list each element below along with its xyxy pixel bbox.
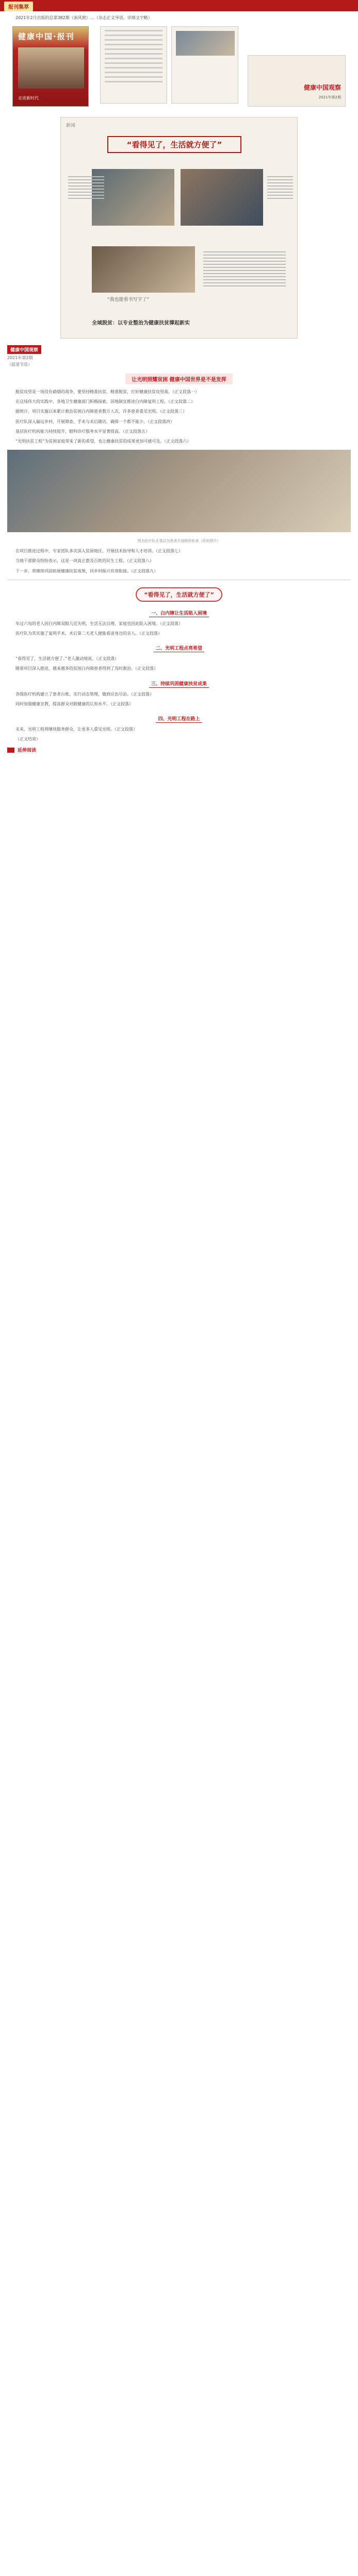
spread-photo <box>176 31 235 56</box>
photo-caption: 图为医疗队在基层为患者开展眼科检查（资料图片） <box>137 539 221 544</box>
section-title: 让光明照耀贫困 健康中国世界是不是发挥 <box>0 374 358 384</box>
source-badge-block <box>0 338 358 367</box>
body-paragraph: 当地干部群众纷纷表示，这是一项真正惠及百姓的民生工程。（正文段落八） <box>15 558 154 564</box>
article-photo <box>7 450 351 532</box>
body-paragraph: 医疗队深入偏远乡村，开展筛查、手术与术后随访，确保一个都不能少。（正文段落四） <box>15 419 174 424</box>
cover-photo <box>18 47 84 89</box>
back-cover-label: 健康中国观察 <box>303 84 341 91</box>
magazine-showcase <box>5 24 353 112</box>
text-column <box>203 249 286 289</box>
text-column <box>267 174 293 201</box>
body-paragraph: 医疗队为其实施了复明手术，术后第二天老人便能看清身边的亲人。（正文段落） <box>15 631 162 636</box>
top-banner <box>0 0 358 11</box>
body-paragraph: 基层医疗机构能力持续提升，眼科诊疗服务水平显著提高。（正文段落五） <box>15 429 150 434</box>
text-column <box>68 174 104 201</box>
sub-heading: 三、持续巩固健康扶贫成果 <box>0 677 358 688</box>
clipping-headline: “看得见了，生活就方便了” <box>107 136 241 153</box>
quote-banner: “看得见了，生活就方便了” <box>0 587 358 602</box>
back-cover-date: 2021年第2期 <box>318 95 341 99</box>
body-paragraph: （正文结束） <box>15 737 40 742</box>
body-paragraph: “看得见了，生活就方便了。”老人激动地说。（正文段落） <box>15 656 119 662</box>
cover-subtitle: 走进新时代 <box>18 96 39 100</box>
body-paragraph: 在项目推进过程中，专家团队多次深入贫困地区，开展技术指导和人才培训。（正文段落七） <box>15 549 183 554</box>
body-paragraph: 未来，光明工程将继续服务群众，让更多人重见光明。（正文段落） <box>15 727 137 732</box>
clipping-bottom-headline: 全域脱贫：以专业整治为健康扶贫撑起新实 <box>92 320 190 326</box>
body-paragraph: 年过六旬的老人因白内障双眼几近失明，生活无法自理，家庭也因此陷入困境。（正文段落） <box>15 621 183 626</box>
body-paragraph: 同时加强健康宣教，提高群众对眼健康的认知水平。（正文段落） <box>15 701 133 706</box>
source-note: （报道节选） <box>7 362 32 367</box>
magazine-cover <box>12 26 89 107</box>
magazine-spread-left <box>100 26 167 104</box>
source-badge: 健康中国观察 <box>7 345 41 354</box>
body-paragraph: 随着项目深入推进，越来越多的贫困白内障患者得到了及时救治。（正文段落） <box>15 666 158 671</box>
sub-heading: 二、光明工程点亮希望 <box>0 642 358 652</box>
intro-paragraph: 2021年2月出版的总第382期《南风窗》…（杂志正文导语，详细文字略） <box>15 15 152 20</box>
clipping-photo-caption: “我也能看书写字了” <box>107 297 150 302</box>
body-paragraph: 脱贫攻坚是一场没有硝烟的战争，要坚持精准扶贫、精准脱贫，打好健康扶贫攻坚战。（正文段落一） <box>15 389 199 394</box>
clipping-photo-1 <box>92 169 174 226</box>
body-paragraph: 各级医疗机构建立了患者台账，实行动态管理，做到应治尽治。（正文段落） <box>15 691 154 697</box>
source-issue: 2021年第2期 <box>7 355 33 360</box>
newspaper-clipping <box>60 117 298 338</box>
flag-icon <box>7 748 14 753</box>
body-paragraph: “光明扶贫工程”为贫困家庭带来了新的希望，也让健康扶贫的成果更加可感可及。（正文段落六） <box>15 439 191 444</box>
body-paragraph: 据统计，项目实施以来累计救治贫困白内障患者数万人次，许多患者重见光明。（正文段落三） <box>15 409 187 414</box>
clipping-photo-2 <box>181 169 263 226</box>
clipping-tag: 新闻 <box>66 123 76 128</box>
further-reading-header: 延伸阅读 <box>0 747 358 753</box>
header-label: 报刊集萃 <box>4 2 33 11</box>
magazine-back-cover <box>248 55 346 107</box>
body-paragraph: 下一步，将继续巩固拓展健康扶贫成果，同乡村振兴有效衔接。（正文段落九） <box>15 568 158 573</box>
body-paragraph: 在这场伟大的实践中，各地卫生健康部门积极探索，因地制宜推进白内障复明工程。（正文段落二） <box>15 399 195 404</box>
cover-title: 健康中国·报刊 <box>18 32 75 41</box>
clipping-photo-3 <box>92 246 195 293</box>
sub-heading: 一、白内障让生活陷入困境 <box>0 607 358 617</box>
sub-heading: 四、光明工程在路上 <box>0 713 358 723</box>
magazine-spread-right <box>171 26 238 104</box>
